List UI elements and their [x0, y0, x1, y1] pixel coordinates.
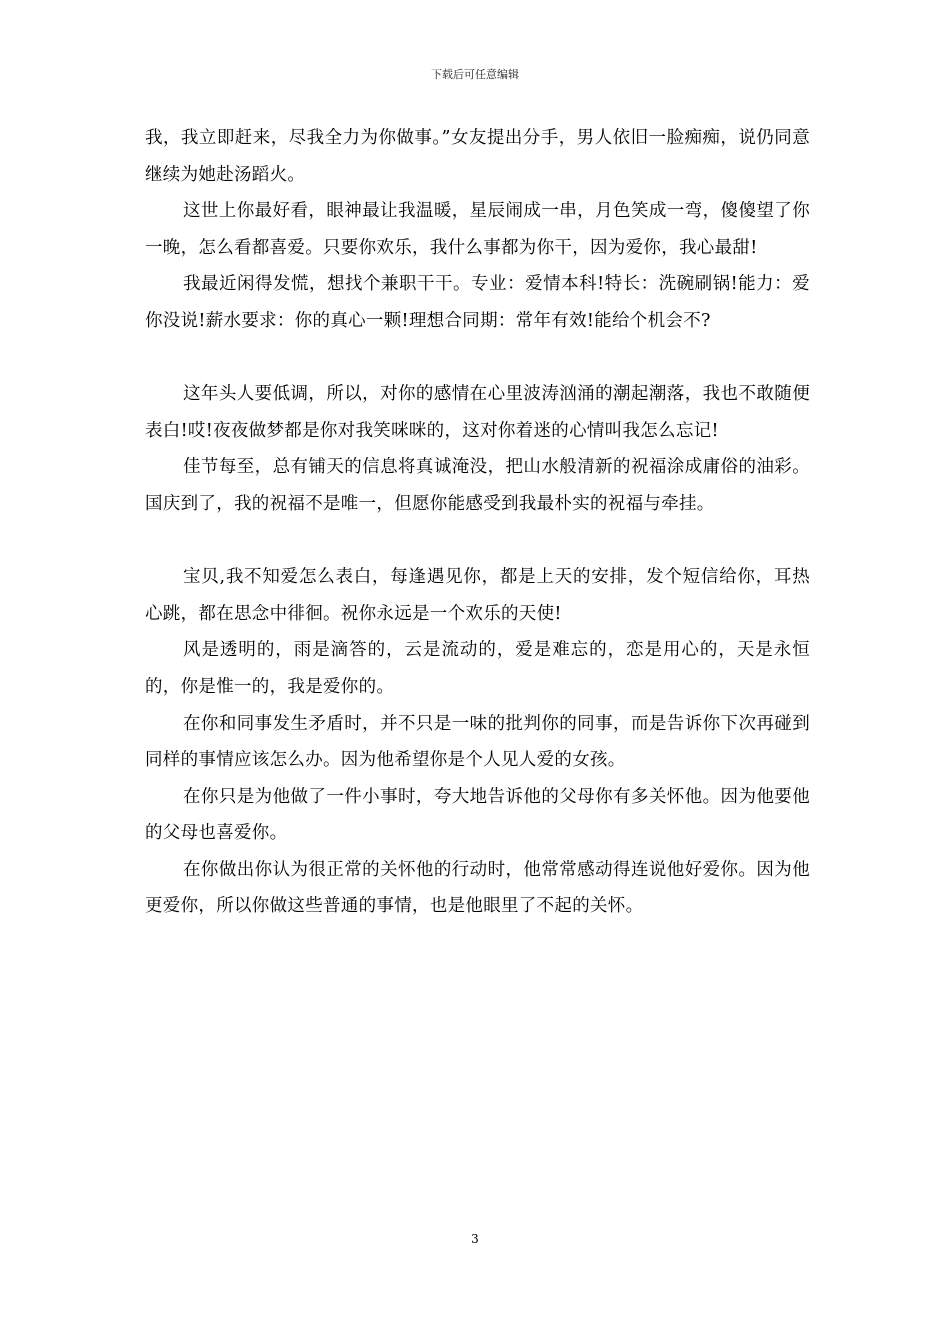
paragraph: 在你和同事发生矛盾时，并不只是一味的批判你的同事，而是告诉你下次再碰到同样的事情应该怎么办。因为他希望你是个人见人爱的女孩。 — [145, 713, 810, 771]
page-number: 3 — [471, 1232, 479, 1246]
paragraph: 宝贝,我不知爱怎么表白，每逢遇见你，都是上天的安排，发个短信给你，耳热心跳，都在思念中徘徊。祝你永远是一个欢乐的天使! — [145, 567, 810, 624]
paragraph: 我，我立即赶来，尽我全力为你做事。”女友提出分手，男人依旧一脸痴痴，说仍同意继续为她赴汤蹈火。 — [145, 128, 810, 185]
paragraph: 在你只是为他做了一件小事时，夸大地告诉他的父母你有多关怀他。因为他要他的父母也喜爱你。 — [145, 786, 810, 844]
document-body — [145, 120, 810, 925]
paragraph: 在你做出你认为很正常的关怀他的行动时，他常常感动得连说他好爱你。因为他更爱你，所以你做这些普通的事情，也是他眼里了不起的关怀。 — [145, 859, 810, 917]
paragraph: 这世上你最好看，眼神最让我温暖，星辰闹成一串，月色笑成一弯，傻傻望了你一晚，怎么看都喜爱。只要你欢乐，我什么事都为你干，因为爱你，我心最甜! — [145, 201, 810, 258]
paragraph: 风是透明的，雨是滴答的，云是流动的，爱是难忘的，恋是用心的，天是永恒的，你是惟一的，我是爱你的。 — [145, 640, 810, 697]
paragraph-spacer — [145, 523, 810, 560]
paragraph: 佳节每至，总有铺天的信息将真诚淹没，把山水般清新的祝福涂成庸俗的油彩。国庆到了，我的祝福不是唯一，但愿你能感受到我最朴实的祝福与牵挂。 — [145, 457, 810, 514]
paragraph-spacer — [145, 340, 810, 377]
page-header: 下载后可任意编辑 — [431, 68, 519, 81]
paragraph: 我最近闲得发慌，想找个兼职干干。专业：爱情本科!特长：洗碗刷锅!能力：爱你没说!薪水要求：你的真心一颗!理想合同期：常年有效!能给个机会不? — [145, 274, 810, 331]
paragraph: 这年头人要低调，所以，对你的感情在心里波涛汹涌的潮起潮落，我也不敢随便表白!哎!夜夜做梦都是你对我笑咪咪的，这对你着迷的心情叫我怎么忘记! — [145, 384, 810, 441]
